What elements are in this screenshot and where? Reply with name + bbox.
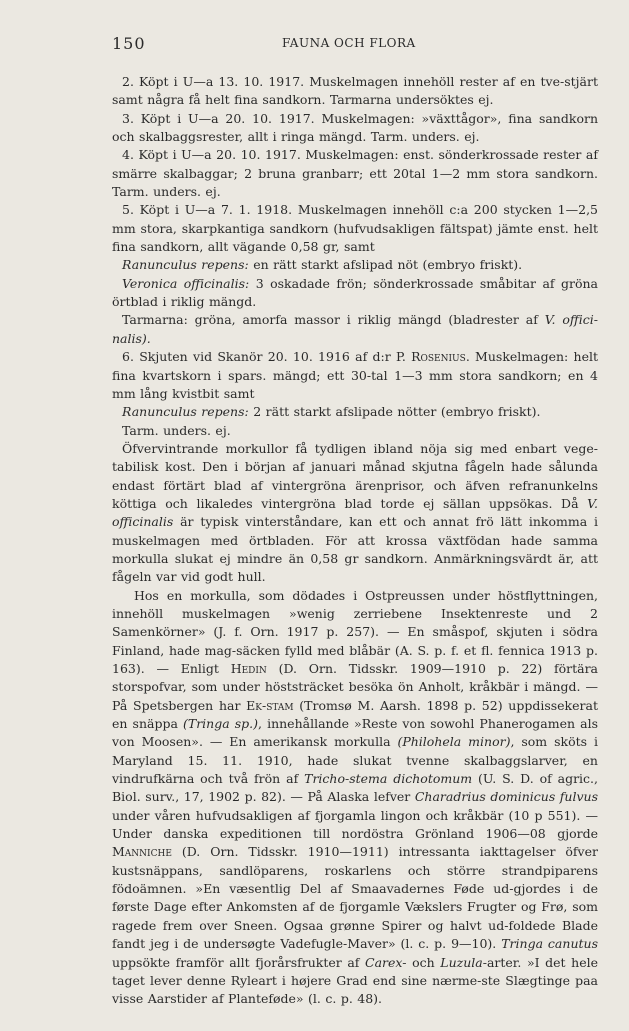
lit-text-7: under våren hufvudsakligen af fjorgamla lingon och kråkbär (10 p 551). — Under danska expeditionen till nordöstra Grönland 1906—08 gjorde bbox=[112, 807, 598, 842]
lit-text-5: , som sköts i Maryland 15. 11. 1910, hade slukat tvenne skalbaggslarver, en vindrufkärna och två frön af bbox=[112, 734, 598, 787]
species-name: Veronica officinalis: bbox=[122, 275, 250, 291]
species-text: 3 oskadade frön; sönderkrossade småbitar af gröna örtblad i riklig mängd. bbox=[112, 275, 598, 310]
lit-text-1: Hos en morkulla, som dödades i Ostpreussen under höstflyttningen, innehöll muskelmagen »wenig zerriebene Insektenreste und 2 Samenkörner» (J. f. Orn. 1917 p. 257). — En småspof, skjuten i södra Finland, hade mag-säcken fylld med blåbär (A. S. p. f. et fl. fennica 1913 p. 163). — Enligt bbox=[112, 587, 598, 676]
paragraph-specimen-2: 2. Köpt i U—a 13. 10. 1917. Muskelmagen innehöll rester af en tve-stjärt samt några få helt fina sandkorn. Tarmarna undersöktes ej. bbox=[112, 74, 598, 108]
paragraph-literature bbox=[112, 587, 598, 1009]
species-name: Ranunculus repens: bbox=[122, 257, 249, 273]
species-name: Tringa canutus bbox=[501, 936, 598, 952]
lit-text-4: , innehållande »Reste von sowohl Phanerogamen als von Moosen». — En amerikansk morkulla bbox=[112, 716, 598, 750]
paragraph-specimen-6 bbox=[112, 348, 598, 403]
species-name: V. officinalis bbox=[112, 495, 598, 530]
species-text: 2 rätt starkt afslipade nötter (embryo friskt). bbox=[248, 404, 541, 420]
specimen-6-start: 6. Skjuten vid Skanör 20. 10. 1916 af d:r P. bbox=[122, 349, 412, 365]
tarm-text: Tarmarna: gröna, amorfa massor i riklig mängd (bladrester af bbox=[122, 312, 545, 328]
lit-text-6: (U. S. D. of agric., Biol. surv., 17, 1902 p. 82). — På Alaska lefver bbox=[112, 771, 599, 805]
species-name: Luzula- bbox=[440, 954, 487, 970]
species-name: Tricho-stema dichotomum bbox=[304, 771, 473, 787]
body-text bbox=[112, 73, 598, 1009]
lit-text-3: (Tromsø M. Aarsh. 1898 p. 52) uppdissekerat en snäppa bbox=[112, 697, 598, 732]
paragraph-specimen-5: 5. Köpt i U—a 7. 1. 1918. Muskelmagen innehöll c:a 200 stycken 1—2,5 mm stora, skarpkantiga sandkorn (hufvudsakligen fältspat) jämte enst. helt fina sandkorn, allt vägande 0,58 gr, samt bbox=[112, 202, 598, 255]
paragraph-overwintering bbox=[112, 440, 598, 587]
author-manniche: Manniche bbox=[112, 844, 172, 860]
paragraph-specimen-3: 3. Köpt i U—a 20. 10. 1917. Muskelmagen: »växttågor», fina sandkorn och skalbaggsrester, allt i ringa mängd. Tarm. unders. ej. bbox=[112, 110, 598, 145]
author-ekstam: Ek-stam bbox=[246, 697, 294, 713]
overwinter-text-b: är typisk vinterståndare, kan ett och annat frö lätt inkomma i muskelmagen med örtbladen. För att krossa växtfödan hade samma morkulla slukat ej mindre än 0,58 gr sandkorn. Anmärkningsvärdt är, att fågeln var vid godt hull. bbox=[112, 514, 598, 585]
species-name: Charadrius dominicus fulvus bbox=[414, 789, 598, 805]
author-hedin: Hedin bbox=[230, 661, 267, 676]
paragraph-specimen-4: 4. Köpt i U—a 20. 10. 1917. Muskelmagen: enst. sönderkrossade rester af smärre skalbaggar; 2 bruna granbarr; ett 20tal 1—2 mm stora sandkorn. Tarm. unders. ej. bbox=[112, 147, 598, 200]
species-text: en rätt starkt afslipad nöt (embryo friskt). bbox=[248, 257, 523, 273]
lit-text-2: (D. Orn. Tidsskr. 1909—1910 p. 22) förtära storspofvar, som under höststräcket besöka ön Anholt, kråkbär i mängd. — På Spetsbergen har bbox=[112, 661, 599, 713]
running-title: FAUNA OCH FLORA bbox=[282, 36, 416, 50]
species-name: (Tringa sp.) bbox=[182, 716, 259, 732]
paragraph-tarm-5 bbox=[112, 311, 598, 348]
page-header bbox=[112, 34, 599, 54]
specimen-6-rest: . Muskelmagen: helt fina kvartskorn i spars. mängd; ett 30-tal 1—3 mm stora sandkorn; en 4 mm lång kvistbit samt bbox=[112, 349, 599, 401]
species-name: (Philohela minor) bbox=[397, 734, 511, 750]
species-name: Ranunculus repens: bbox=[122, 404, 249, 420]
species-name: Carex- bbox=[365, 954, 407, 970]
paragraph-veronica-5 bbox=[112, 275, 598, 312]
overwinter-text-a: Öfvervintrande morkullor få tydligen ibland nöja sig med enbart vege-tabilisk kost. Den i början af januari månad skjutna fågeln hade sålunda endast förtärt blad af vintergröna ärenprisor, och äfven refranunkelns köttiga och likaledes vintergröna blad torde ej sällan uppsökas. Då bbox=[112, 440, 598, 511]
lit-text-8: (D. Orn. Tidsskr. 1910—1911) intressanta iakttagelser öfver kustsnäppans, sandlöparens, roskarlens och större strandpiparens födoämnen. »En væsentlig Del af Smaavadernes Føde ud-gjordes i de første Dage efter Ankomsten af de fjorgamle Vækslers Frugter og Frø, som ragede frem over Sneen. Ogsaa grønne Spirer og halvt ud-foldede Blade fandt jeg i de undersøgte Vadefugle-Maver» (l. c. p. 9—10). bbox=[112, 844, 598, 952]
lit-text-11: arter. »I det hele taget lever denne Ryleart i højere Grad end sine nærme-ste Slægtinge paa visse Aarstider af Planteføde» (l. c. p. 48). bbox=[112, 954, 598, 1007]
page-number: 150 bbox=[112, 34, 146, 53]
lit-text-10: och bbox=[406, 954, 441, 970]
species-name: V. offici-nalis). bbox=[112, 312, 598, 346]
lit-text-9: uppsökte framför allt fjorårsfrukter af bbox=[112, 954, 366, 970]
paragraph-ranunculus-6 bbox=[112, 403, 598, 421]
paragraph-tarm-6: Tarm. unders. ej. bbox=[122, 422, 231, 438]
paragraph-ranunculus-5 bbox=[112, 256, 598, 274]
author-rosenius: Rosenius bbox=[411, 349, 466, 365]
